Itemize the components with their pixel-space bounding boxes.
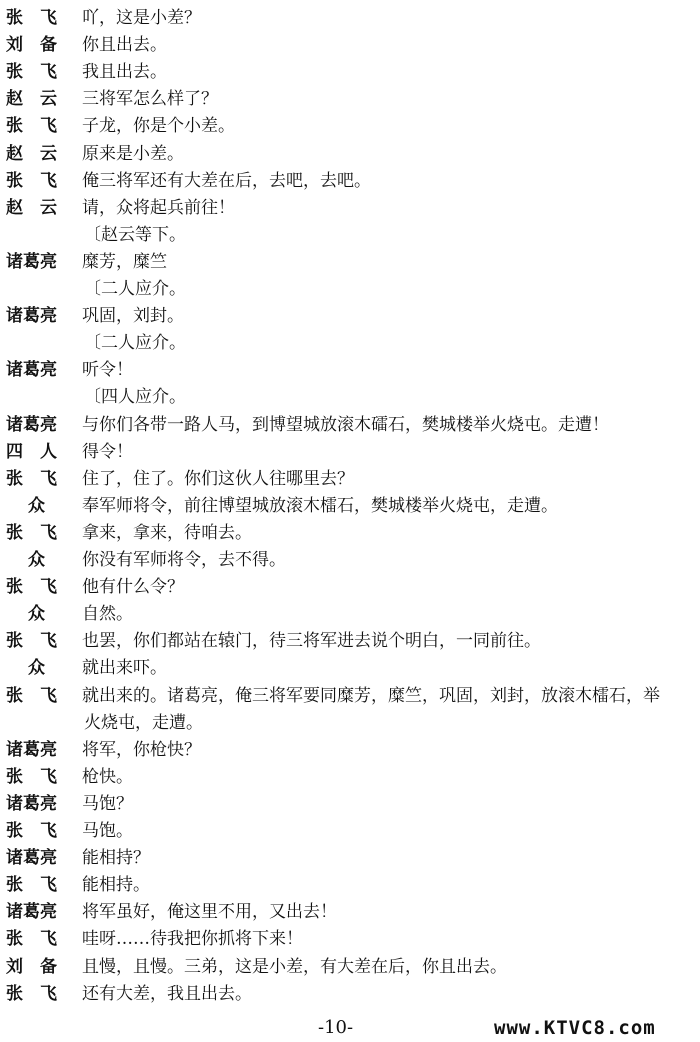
- page-number: -10-: [318, 1017, 354, 1038]
- dialogue-text: 就出来吓。: [82, 658, 167, 679]
- dialogue-line: [0, 492, 700, 520]
- dialogue-line: [0, 167, 700, 195]
- speaker-name: 张 飞: [6, 577, 57, 598]
- dialogue-line: [0, 844, 700, 872]
- dialogue-line: [0, 411, 700, 439]
- speaker-name: 诸葛亮: [6, 902, 57, 923]
- speaker-name: 众: [28, 604, 45, 625]
- dialogue-text: 得令！: [82, 441, 133, 462]
- dialogue-line: [0, 600, 700, 628]
- speaker-name: 张 飞: [6, 929, 57, 950]
- speaker-name: 刘 备: [6, 35, 57, 56]
- direction-text: 〔二人应介。: [84, 279, 186, 299]
- dialogue-text: 哇呀……待我把你抓将下来！: [82, 929, 303, 950]
- speaker-name: 众: [28, 550, 45, 570]
- dialogue-text: 原来是小差。: [82, 143, 184, 164]
- dialogue-line: [0, 925, 700, 953]
- dialogue-text: 子龙，你是个小差。: [82, 116, 235, 137]
- dialogue-text: 住了，住了。你们这伙人往哪里去？: [82, 468, 354, 489]
- speaker-name: 张 飞: [6, 116, 57, 137]
- dialogue-text: 枪快。: [82, 766, 133, 787]
- dialogue-text: 请，众将起兵前往！: [82, 197, 235, 218]
- stage-direction: [0, 383, 700, 411]
- speaker-name: 众: [28, 495, 45, 516]
- dialogue-text: 也罢，你们都站在辕门，待三将军进去说个明白，一同前往。: [82, 631, 541, 652]
- dialogue-text: 他有什么令？: [82, 577, 184, 598]
- dialogue-line: [0, 519, 700, 547]
- dialogue-line: [0, 31, 700, 59]
- stage-direction: [0, 329, 700, 357]
- dialogue-text: 能相持。: [82, 875, 150, 896]
- dialogue-line: [0, 980, 700, 1008]
- dialogue-text: 将军虽好，俺这里不用，又出去！: [82, 902, 337, 923]
- dialogue-line: [0, 627, 700, 655]
- dialogue-line: [0, 898, 700, 926]
- speaker-name: 诸葛亮: [6, 306, 57, 327]
- stage-direction: [0, 709, 700, 737]
- dialogue-text: 俺三将军还有大差在后，去吧，去吧。: [82, 170, 371, 191]
- speaker-name: 张 飞: [6, 875, 57, 896]
- speaker-name: 赵 云: [6, 143, 57, 164]
- speaker-name: 张 飞: [6, 8, 57, 28]
- speaker-name: 赵 云: [6, 89, 57, 110]
- dialogue-line: [0, 140, 700, 168]
- direction-text: 〔四人应介。: [84, 387, 186, 408]
- speaker-name: 张 飞: [6, 522, 57, 543]
- direction-text: 〔二人应介。: [84, 333, 186, 354]
- speaker-name: 张 飞: [6, 631, 57, 652]
- dialogue-text: 糜芳，糜竺: [82, 251, 167, 272]
- speaker-name: 张 飞: [6, 62, 57, 83]
- dialogue-line: [0, 546, 700, 574]
- speaker-name: 诸葛亮: [6, 739, 57, 760]
- dialogue-line: [0, 248, 700, 276]
- speaker-name: 诸葛亮: [6, 793, 57, 814]
- dialogue-text: 与你们各带一路人马，到博望城放滚木礌石，樊城楼举火烧屯。走遭！: [82, 414, 609, 435]
- stage-direction: [0, 275, 700, 303]
- stage-direction: [0, 221, 700, 249]
- dialogue-line: [0, 112, 700, 140]
- dialogue-line: [0, 790, 700, 818]
- dialogue-text: 自然。: [82, 604, 133, 625]
- dialogue-text: 还有大差，我且出去。: [82, 983, 252, 1004]
- dialogue-line: [0, 573, 700, 601]
- dialogue-text: 就出来的。诸葛亮，俺三将军要同糜芳，糜竺，巩固，刘封，放滚木檑石，举: [82, 685, 660, 706]
- dialogue-text: 将军，你枪快？: [82, 739, 201, 760]
- dialogue-text: 巩固，刘封。: [82, 306, 184, 327]
- speaker-name: 赵 云: [6, 197, 57, 218]
- dialogue-text: 马饱？: [82, 793, 133, 814]
- dialogue-line: [0, 85, 700, 113]
- dialogue-text: 听令！: [82, 360, 133, 381]
- dialogue-line: [0, 953, 700, 981]
- dialogue-text: 拿来，拿来，待咱去。: [82, 522, 252, 543]
- speaker-name: 张 飞: [6, 983, 57, 1004]
- dialogue-text: 能相持？: [82, 848, 150, 869]
- dialogue-text: 我且出去。: [82, 62, 167, 83]
- dialogue-line: [0, 58, 700, 86]
- dialogue-text: 吖，这是小差？: [82, 8, 201, 28]
- dialogue-line: [0, 465, 700, 493]
- dialogue-text: 且慢，且慢。三弟，这是小差，有大差在后，你且出去。: [82, 956, 507, 977]
- dialogue-line: [0, 194, 700, 222]
- speaker-name: 张 飞: [6, 170, 57, 191]
- dialogue-line: [0, 682, 700, 710]
- dialogue-line: [0, 356, 700, 384]
- dialogue-line: [0, 302, 700, 330]
- dialogue-text: 奉军师将令，前往博望城放滚木檑石，樊城楼举火烧屯，走遭。: [82, 495, 558, 516]
- dialogue-text: 你没有军师将令，去不得。: [82, 550, 286, 570]
- dialogue-line: [0, 438, 700, 466]
- speaker-name: 张 飞: [6, 766, 57, 787]
- dialogue-text: 你且出去。: [82, 35, 167, 56]
- dialogue-line: [0, 4, 700, 32]
- dialogue-line: [0, 871, 700, 899]
- dialogue-text: 马饱。: [82, 821, 133, 841]
- direction-text: 火烧屯，走遭。: [84, 712, 203, 733]
- speaker-name: 张 飞: [6, 468, 57, 489]
- dialogue-line: [0, 654, 700, 682]
- speaker-name: 诸葛亮: [6, 360, 57, 381]
- speaker-name: 诸葛亮: [6, 251, 57, 272]
- speaker-name: 刘 备: [6, 956, 57, 977]
- speaker-name: 众: [28, 658, 45, 679]
- speaker-name: 四 人: [6, 441, 57, 462]
- speaker-name: 诸葛亮: [6, 848, 57, 869]
- dialogue-text: 三将军怎么样了？: [82, 89, 218, 110]
- site-watermark: www.KTVC8.com: [494, 1017, 656, 1039]
- speaker-name: 张 飞: [6, 685, 57, 706]
- direction-text: 〔赵云等下。: [84, 224, 186, 245]
- dialogue-line: [0, 817, 700, 845]
- dialogue-line: [0, 736, 700, 764]
- speaker-name: 诸葛亮: [6, 414, 57, 435]
- speaker-name: 张 飞: [6, 821, 57, 841]
- dialogue-line: [0, 763, 700, 791]
